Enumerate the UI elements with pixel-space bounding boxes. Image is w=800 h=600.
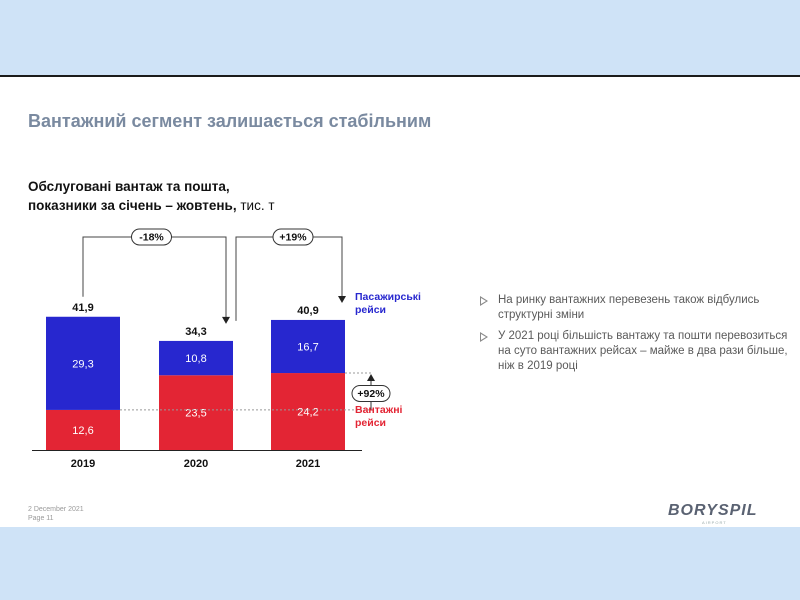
footer-date: 2 December 2021 xyxy=(28,506,84,513)
arrow-up-icon xyxy=(367,374,375,381)
slide xyxy=(0,75,800,527)
arrow-down-icon xyxy=(222,317,230,324)
connector-2020-2021 xyxy=(236,237,342,321)
triangle-bullet-icon xyxy=(480,296,488,306)
total-label-2019: 41,9 xyxy=(72,301,94,314)
label-passenger-2020: 10,8 xyxy=(185,353,207,366)
slide-title: Вантажний сегмент залишається стабільним xyxy=(28,111,432,131)
arrow-down-icon xyxy=(338,296,346,303)
footer-page: Page 11 xyxy=(28,515,54,522)
chart-title-line1: Обслуговані вантаж та пошта, xyxy=(28,179,230,194)
label-passenger-2019: 29,3 xyxy=(72,358,94,371)
x-tick-2019: 2019 xyxy=(70,458,96,470)
boryspil-logo: BORYSPIL xyxy=(668,502,758,519)
change-2020-2021-label: +19% xyxy=(279,231,307,244)
change-2019-2020-label: -18% xyxy=(139,231,164,244)
triangle-bullet-icon xyxy=(480,332,488,342)
label-cargo-2019: 12,6 xyxy=(72,424,94,437)
x-tick-2021: 2021 xyxy=(295,458,321,470)
label-passenger-2021: 16,7 xyxy=(297,341,319,354)
label-cargo-2021: 24,2 xyxy=(297,406,319,419)
logo-subtext: AIRPORT xyxy=(702,520,727,525)
bullet-item-1 xyxy=(480,293,798,323)
chart-title-unit: тис. т xyxy=(236,198,275,213)
connector-2019-2020 xyxy=(83,237,226,321)
bullet-item-2 xyxy=(480,329,798,374)
label-cargo-2020: 23,5 xyxy=(185,407,207,420)
change-cargo-label: +92% xyxy=(357,387,385,400)
total-label-2021: 40,9 xyxy=(297,304,319,317)
bullet-text-1: На ринку вантажних перевезень також відбулись структурні зміни xyxy=(498,294,760,321)
legend-passenger: Пасажирські рейси xyxy=(355,291,421,316)
legend-cargo: Вантажні рейси xyxy=(355,404,403,429)
bullet-text-2: У 2021 році більшість вантажу та пошти перевозиться на суто вантажних рейсах – майже в два рази більше, ніж в 2019 році xyxy=(498,330,788,372)
total-label-2020: 34,3 xyxy=(185,325,207,338)
x-tick-2020: 2020 xyxy=(183,458,209,470)
chart-title-line2: показники за січень – жовтень, xyxy=(28,198,237,213)
